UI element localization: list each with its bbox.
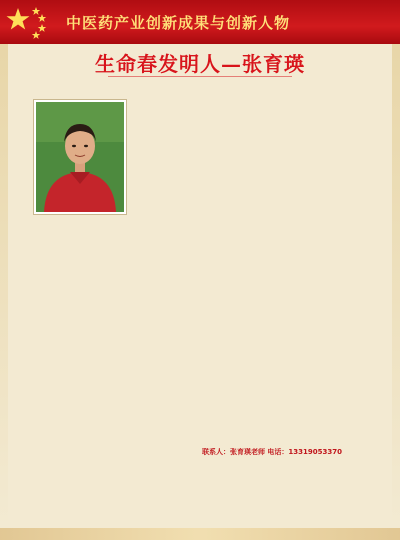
text-line [130,108,376,116]
text-line [202,345,366,353]
text-line [130,190,376,198]
text-line [34,312,196,320]
decor-bottom-strip [0,528,400,540]
text-line [34,411,196,419]
text-line [34,361,196,369]
text-line [130,125,376,133]
text-line [130,166,376,174]
notice-item [202,419,366,429]
text-line [34,386,196,394]
text-line [202,304,366,312]
text-line [34,394,196,402]
text-line [34,402,196,410]
text-line [34,230,196,238]
text-line [202,263,366,271]
text-line [202,296,366,304]
text-line [130,133,376,141]
text-line [34,280,196,288]
left-column [34,214,196,476]
text-line [34,304,196,312]
text-line [34,353,196,361]
article-title: 生命春发明人—张育瑛 [95,52,305,76]
text-line [202,386,366,394]
text-line [34,451,196,459]
text-line [202,312,366,320]
text-line [34,271,196,279]
text-line [34,247,196,255]
text-line [34,443,196,451]
notice-item [202,438,366,448]
text-line [34,222,196,230]
text-line [34,435,196,443]
text-line [34,296,196,304]
text-line [34,288,196,296]
text-line [34,263,196,271]
text-line [34,378,196,386]
text-line [34,460,196,468]
portrait-photo [34,100,126,214]
text-line [130,100,376,108]
decor-right-border [392,44,400,528]
text-line [130,174,376,182]
text-line [202,239,366,247]
text-line [202,222,366,230]
text-line [34,214,196,222]
text-line [202,247,366,255]
text-line [202,288,366,296]
text-line [130,149,376,157]
notice-contact: 联系人：张育瑛老师 电话：13319053370 [202,447,343,456]
text-line [202,271,366,279]
text-line [34,239,196,247]
text-line [34,329,196,337]
person-portrait-icon [36,102,124,212]
text-line [202,280,366,288]
star-icon [4,4,64,40]
text-line [34,320,196,328]
text-line [202,361,366,369]
intro-text [130,100,376,212]
notice-item [202,410,366,420]
right-column [202,214,366,398]
text-line [130,157,376,165]
text-line [130,116,376,124]
text-line [202,320,366,328]
text-line [34,419,196,427]
decor-left-border [0,44,8,528]
text-line [34,337,196,345]
text-line [202,370,366,378]
header-banner [0,0,400,44]
notice-heading [202,400,366,410]
text-line [34,255,196,263]
text-line [34,370,196,378]
text-line [202,255,366,263]
text-line [34,427,196,435]
text-line [34,468,196,476]
text-line [202,337,366,345]
header-title: 中医药产业创新成果与创新人物 [66,14,291,32]
notice-box [202,400,366,508]
text-line [202,230,366,238]
text-line [130,141,376,149]
text-line [202,378,366,386]
title-underline [108,76,292,77]
text-line [202,353,366,361]
text-line [130,182,376,190]
text-line [202,214,366,222]
notice-item [202,429,366,439]
text-line [202,329,366,337]
text-line [34,345,196,353]
